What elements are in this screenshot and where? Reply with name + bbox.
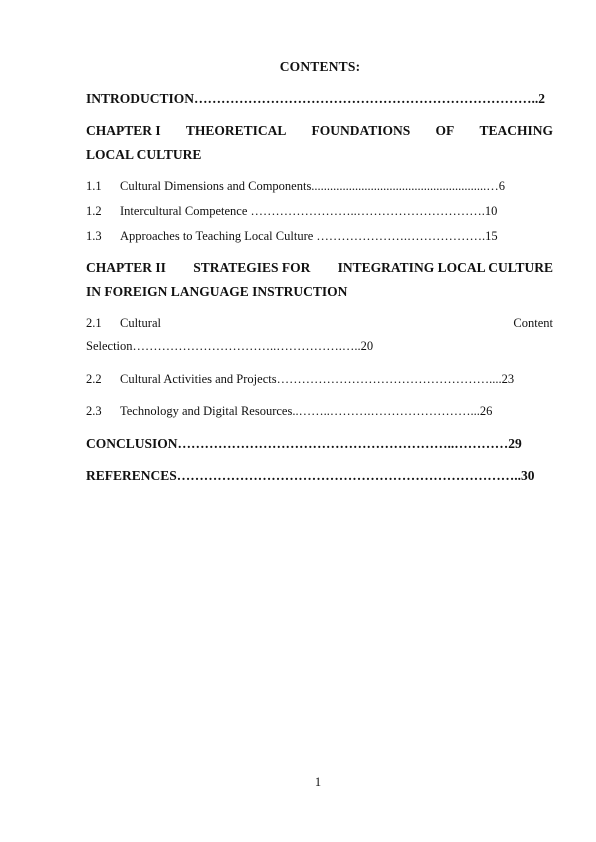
toc-entry-2-1 <box>86 316 553 331</box>
toc-chapter1-heading-cont: LOCAL CULTURE <box>86 147 202 162</box>
chapter2-word: CHAPTER II <box>86 260 166 275</box>
toc-entry-2-2 <box>86 372 514 387</box>
section-number: 2.2 <box>86 372 102 386</box>
toc-entry-2-3 <box>86 404 492 419</box>
section-number: 1.3 <box>86 229 102 243</box>
section-title: Intercultural Competence ……………………..………………………….10 <box>120 204 498 218</box>
toc-entry-1-2 <box>86 204 497 219</box>
section-title-start <box>86 316 161 331</box>
chapter2-word: INTEGRATING LOCAL CULTURE <box>337 260 553 275</box>
page-number: 1 <box>314 775 322 789</box>
page-title: CONTENTS: <box>279 59 361 74</box>
toc-chapter2-heading <box>86 260 553 276</box>
chapter1-word: TEACHING <box>479 123 553 138</box>
toc-entry-1-3 <box>86 229 498 244</box>
section-word: Cultural <box>120 316 161 330</box>
toc-entry-conclusion: CONCLUSION……………………………………………………..…………29 <box>86 436 522 451</box>
toc-chapter1-heading <box>86 123 553 139</box>
toc-entry-1-1 <box>86 179 505 194</box>
section-title: Technology and Digital Resources..……..……….……………………...26 <box>120 404 493 418</box>
section-number: 2.1 <box>86 316 102 330</box>
section-number: 1.2 <box>86 204 102 218</box>
toc-entry-2-1-cont: Selection……………………………..…………….…..20 <box>86 339 374 353</box>
chapter1-word: THEORETICAL <box>185 123 287 138</box>
chapter1-word: OF <box>435 123 455 138</box>
section-title: Approaches to Teaching Local Culture ………………….……………….15 <box>120 229 498 243</box>
section-title: Cultural Activities and Projects……………………………………………....23 <box>120 372 515 386</box>
chapter2-word: STRATEGIES FOR <box>193 260 311 275</box>
toc-chapter2-heading-cont: IN FOREIGN LANGUAGE INSTRUCTION <box>86 284 348 299</box>
section-title: Cultural Dimensions and Components........................................................…6 <box>120 179 506 193</box>
section-word: Content <box>513 316 553 330</box>
toc-entry-references: REFERENCES…………………………………………………………………..30 <box>86 468 535 483</box>
section-number: 2.3 <box>86 404 102 418</box>
chapter1-word: FOUNDATIONS <box>311 123 411 138</box>
toc-entry-introduction: INTRODUCTION…………………………………………………………………..2 <box>86 91 546 106</box>
section-number: 1.1 <box>86 179 102 193</box>
chapter1-word: CHAPTER I <box>86 123 161 138</box>
